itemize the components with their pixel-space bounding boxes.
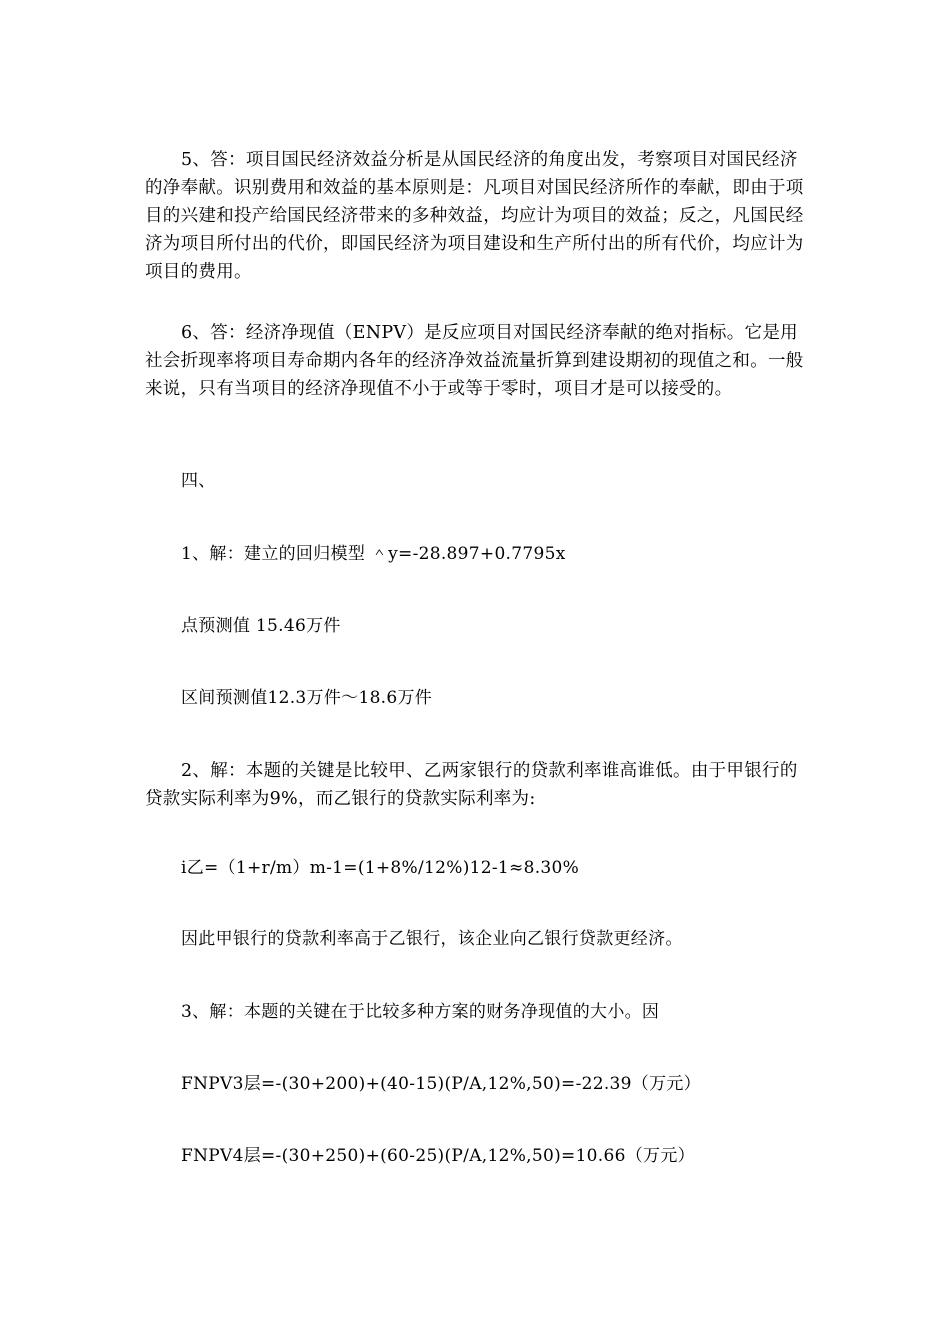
question-2-conclusion: 因此甲银行的贷款利率高于乙银行，该企业向乙银行贷款更经济。 bbox=[181, 929, 683, 949]
question-2-formula: i乙=（1+r/m）m-1=(1+8%/12%)12-1≈8.30% bbox=[181, 858, 580, 878]
answer-6-text: 6、答：经济净现值（ENPV）是反应项目对国民经济奉献的绝对指标。它是用社会折现率将项目寿命期内各年的经济净效益流量折算到建设期初的现值之和。一般来说，只有当项目的经济净现值不小于或等于零时，项目才是可以接受的。 bbox=[145, 323, 804, 399]
question-1-model: 1、解：建立的回归模型 ＾y=-28.897+0.7795x bbox=[181, 544, 566, 564]
answer-6-paragraph bbox=[145, 319, 815, 403]
question-3-fnpv4: FNPV4层=-(30+250)+(60-25)(P/A,12%,50)=10.66（万元） bbox=[181, 1146, 695, 1166]
question-3-fnpv3: FNPV3层=-(30+200)+(40-15)(P/A,12%,50)=-22.39（万元） bbox=[181, 1074, 701, 1094]
question-3-intro: 3、解：本题的关键在于比较多种方案的财务净现值的大小。因 bbox=[181, 1002, 660, 1022]
question-1-interval-prediction: 区间预测值12.3万件～18.6万件 bbox=[181, 688, 433, 708]
question-1-point-prediction: 点预测值 15.46万件 bbox=[181, 616, 341, 636]
answer-5-paragraph bbox=[145, 146, 815, 286]
question-2-text: 2、解：本题的关键是比较甲、乙两家银行的贷款利率谁高谁低。由于甲银行的贷款实际利率为9%，而乙银行的贷款实际利率为: bbox=[145, 761, 798, 809]
answer-5-text: 5、答：项目国民经济效益分析是从国民经济的角度出发，考察项目对国民经济的净奉献。识别费用和效益的基本原则是：凡项目对国民经济所作的奉献，即由于项目的兴建和投产给国民经济带来的多种效益，均应计为项目的效益；反之，凡国民经济为项目所付出的代价，即国民经济为项目建设和生产所付出的所有代价，均应计为项目的费用。 bbox=[145, 150, 804, 282]
section-4-heading: 四、 bbox=[181, 471, 216, 491]
question-2-paragraph bbox=[145, 757, 815, 813]
